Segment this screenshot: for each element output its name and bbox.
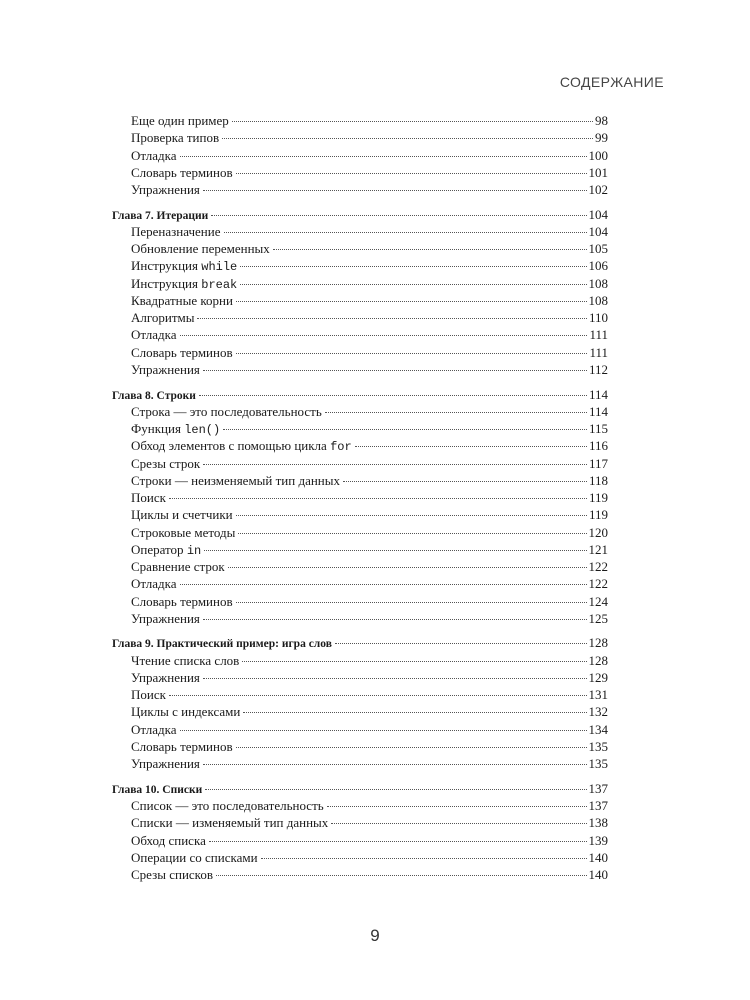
toc-entry bbox=[112, 797, 608, 814]
dot-leader bbox=[203, 190, 587, 191]
dot-leader bbox=[343, 481, 587, 482]
toc-entry-page: 137 bbox=[588, 780, 608, 796]
dot-leader bbox=[236, 602, 587, 603]
toc-entry-page: 128 bbox=[588, 635, 608, 651]
toc-entry-title bbox=[131, 703, 240, 720]
toc-entry-title bbox=[131, 849, 258, 866]
toc-entry-title bbox=[131, 309, 194, 326]
dot-leader bbox=[232, 121, 593, 122]
toc-entry-text: Отладка bbox=[131, 721, 177, 737]
toc-entry-page: 122 bbox=[588, 559, 608, 575]
toc-entry-title bbox=[131, 181, 200, 198]
dot-leader bbox=[240, 284, 586, 285]
toc-entry-page: 117 bbox=[588, 455, 608, 471]
toc-entry-text: Словарь терминов bbox=[131, 738, 233, 754]
toc-entry-text: Алгоритмы bbox=[131, 310, 195, 326]
toc-entry bbox=[112, 420, 608, 437]
toc-entry-text: Оператор bbox=[131, 541, 187, 557]
toc-entry-page: 128 bbox=[588, 652, 608, 668]
toc-entry-page: 119 bbox=[588, 490, 608, 506]
toc-entry-text: Циклы с индексами bbox=[131, 704, 241, 720]
toc-entry bbox=[112, 489, 608, 506]
toc-group bbox=[112, 780, 608, 884]
dot-leader bbox=[331, 823, 586, 824]
toc-entry-page: 106 bbox=[588, 258, 608, 274]
toc-entry-text: Упражнения bbox=[131, 182, 200, 197]
toc-entry-title bbox=[131, 593, 233, 610]
dot-leader bbox=[222, 138, 593, 139]
toc-entry-text: Обновление переменных bbox=[131, 241, 270, 257]
toc-entry-text: Операции со списками bbox=[131, 849, 258, 865]
toc-entry-text: Глава 9. Практический пример: игра слов bbox=[112, 638, 332, 651]
dot-leader bbox=[223, 429, 587, 430]
toc-entry-title bbox=[131, 344, 233, 361]
toc-entry-code: len() bbox=[184, 423, 221, 438]
toc-group bbox=[112, 112, 608, 198]
toc-entry-text: Инструкция bbox=[131, 258, 202, 274]
toc-entry-code: for bbox=[330, 440, 352, 455]
toc-entry-page: 119 bbox=[588, 507, 608, 523]
toc-entry-page: 104 bbox=[588, 206, 608, 222]
dot-leader bbox=[169, 498, 587, 499]
dot-leader bbox=[236, 173, 587, 174]
toc-entry-title bbox=[131, 832, 206, 849]
toc-entry-text: Чтение списка слов bbox=[131, 652, 240, 668]
dot-leader bbox=[203, 619, 587, 620]
dot-leader bbox=[180, 730, 587, 731]
toc-entry-title bbox=[131, 558, 225, 575]
toc-entry-title bbox=[131, 164, 233, 181]
dot-leader bbox=[240, 266, 586, 267]
toc-entry-page: 99 bbox=[595, 130, 608, 146]
toc-entry bbox=[112, 558, 608, 575]
toc-entry-page: 120 bbox=[588, 524, 608, 540]
toc-entry-text: Глава 8. Строки bbox=[112, 389, 196, 402]
toc-entry bbox=[112, 866, 608, 883]
dot-leader bbox=[355, 446, 587, 447]
dot-leader bbox=[180, 156, 587, 157]
toc-entry bbox=[112, 292, 608, 309]
dot-leader bbox=[180, 584, 587, 585]
dot-leader bbox=[209, 841, 587, 842]
toc-entry-text: Упражнения bbox=[131, 669, 200, 685]
toc-entry-page: 139 bbox=[588, 832, 608, 848]
toc-entry-title bbox=[131, 472, 340, 489]
dot-leader bbox=[203, 678, 587, 679]
dot-leader bbox=[236, 515, 587, 516]
toc-entry-title bbox=[131, 455, 200, 472]
toc-entry-text: Список — это последовательность bbox=[131, 798, 324, 814]
dot-leader bbox=[236, 353, 588, 354]
toc-entry-page: 108 bbox=[588, 275, 608, 291]
toc-entry bbox=[112, 541, 608, 558]
toc-entry-text: Упражнения bbox=[131, 361, 200, 377]
dot-leader bbox=[238, 533, 586, 534]
table-of-contents bbox=[112, 112, 608, 891]
toc-entry-page: 114 bbox=[588, 386, 608, 402]
running-head: СОДЕРЖАНИЕ bbox=[559, 74, 664, 90]
toc-entry-title bbox=[131, 506, 233, 523]
toc-entry bbox=[112, 361, 608, 378]
toc-entry bbox=[112, 181, 608, 198]
toc-entry-page: 137 bbox=[588, 798, 608, 814]
toc-entry-code: break bbox=[201, 277, 238, 292]
toc-entry bbox=[112, 814, 608, 831]
toc-entry-title bbox=[131, 112, 229, 129]
toc-entry bbox=[112, 506, 608, 523]
dot-leader bbox=[261, 858, 587, 859]
toc-entry-page: 101 bbox=[588, 164, 608, 180]
dot-leader bbox=[203, 764, 587, 765]
toc-entry-page: 138 bbox=[588, 815, 608, 831]
toc-entry-text: Словарь терминов bbox=[131, 344, 233, 360]
toc-entry-page: 134 bbox=[588, 721, 608, 737]
toc-entry-page: 124 bbox=[588, 593, 608, 609]
toc-entry-text: Глава 7. Итерации bbox=[112, 209, 209, 222]
toc-entry-text: Поиск bbox=[131, 687, 166, 703]
dot-leader bbox=[335, 643, 587, 644]
toc-entry-text: Обход элементов с помощью цикла bbox=[131, 438, 331, 454]
toc-entry-title bbox=[131, 652, 239, 669]
toc-entry bbox=[112, 403, 608, 420]
dot-leader bbox=[205, 789, 586, 790]
toc-entry-page: 104 bbox=[588, 223, 608, 239]
toc-entry bbox=[112, 832, 608, 849]
toc-entry-page: 98 bbox=[595, 113, 608, 128]
toc-entry-text: Переназначение bbox=[131, 223, 221, 239]
toc-entry-page: 135 bbox=[588, 756, 608, 772]
dot-leader bbox=[327, 806, 587, 807]
toc-entry-title bbox=[131, 240, 270, 257]
toc-entry-page: 121 bbox=[588, 541, 608, 557]
toc-entry bbox=[112, 686, 608, 703]
toc-entry-page: 140 bbox=[588, 867, 608, 883]
toc-entry-text: Квадратные корни bbox=[131, 292, 233, 308]
toc-entry-text: Словарь терминов bbox=[131, 164, 233, 180]
toc-entry bbox=[112, 575, 608, 592]
toc-entry-text: Поиск bbox=[131, 490, 166, 506]
toc-group bbox=[112, 634, 608, 772]
toc-entry-title bbox=[131, 721, 177, 738]
toc-entry-title bbox=[131, 669, 200, 686]
toc-entry-page: 111 bbox=[589, 327, 608, 343]
toc-entry-text: Функция bbox=[131, 421, 185, 437]
toc-entry-title bbox=[131, 361, 200, 378]
toc-entry-title bbox=[131, 489, 166, 506]
toc-chapter bbox=[112, 634, 608, 651]
toc-entry-title bbox=[131, 755, 200, 772]
dot-leader bbox=[204, 550, 586, 551]
toc-group bbox=[112, 386, 608, 628]
toc-entry-title bbox=[131, 610, 200, 627]
toc-entry-text: Проверка типов bbox=[131, 130, 220, 146]
toc-entry-page: 122 bbox=[588, 576, 608, 592]
page-number: 9 bbox=[370, 926, 380, 945]
toc-entry-page: 135 bbox=[588, 738, 608, 754]
toc-entry-title bbox=[131, 797, 324, 814]
toc-entry bbox=[112, 129, 608, 146]
toc-entry bbox=[112, 223, 608, 240]
dot-leader bbox=[273, 249, 587, 250]
toc-entry bbox=[112, 112, 608, 129]
toc-entry-text: Строки — неизменяемый тип данных bbox=[131, 472, 340, 488]
toc-entry bbox=[112, 147, 608, 164]
toc-entry bbox=[112, 344, 608, 361]
toc-entry bbox=[112, 240, 608, 257]
toc-entry-title bbox=[131, 738, 233, 755]
toc-entry-page: 111 bbox=[589, 344, 608, 360]
toc-entry bbox=[112, 257, 608, 274]
toc-entry-page: 105 bbox=[588, 241, 608, 257]
dot-leader bbox=[203, 370, 587, 371]
toc-chapter bbox=[112, 386, 608, 403]
toc-entry bbox=[112, 755, 608, 772]
toc-entry-code: while bbox=[201, 260, 238, 275]
toc-entry bbox=[112, 849, 608, 866]
toc-entry bbox=[112, 610, 608, 627]
dot-leader bbox=[236, 747, 587, 748]
toc-entry-page: 118 bbox=[588, 472, 608, 488]
toc-entry bbox=[112, 455, 608, 472]
toc-entry-page: 132 bbox=[588, 704, 608, 720]
dot-leader bbox=[199, 395, 587, 396]
toc-chapter bbox=[112, 206, 608, 223]
toc-entry-text: Упражнения bbox=[131, 756, 200, 772]
toc-entry-text: Строка — это последовательность bbox=[131, 403, 322, 419]
toc-entry-title bbox=[131, 129, 219, 146]
toc-entry-text: Словарь терминов bbox=[131, 593, 233, 609]
toc-entry bbox=[112, 275, 608, 292]
toc-entry bbox=[112, 721, 608, 738]
toc-entry bbox=[112, 669, 608, 686]
toc-entry-page: 115 bbox=[588, 421, 608, 437]
toc-chapter bbox=[112, 780, 608, 797]
toc-entry-text: Глава 10. Списки bbox=[112, 783, 203, 796]
dot-leader bbox=[228, 567, 587, 568]
toc-entry-page: 108 bbox=[588, 292, 608, 308]
toc-entry-page: 102 bbox=[588, 182, 608, 197]
toc-entry bbox=[112, 472, 608, 489]
dot-leader bbox=[325, 412, 587, 413]
toc-entry-title bbox=[131, 223, 221, 240]
dot-leader bbox=[180, 335, 588, 336]
toc-entry-code: in bbox=[186, 543, 202, 558]
toc-entry bbox=[112, 703, 608, 720]
toc-entry-page: 131 bbox=[588, 687, 608, 703]
toc-entry-text: Еще один пример bbox=[131, 113, 229, 128]
dot-leader bbox=[236, 301, 587, 302]
toc-entry-text: Отладка bbox=[131, 576, 177, 592]
dot-leader bbox=[169, 695, 587, 696]
toc-entry-page: 112 bbox=[588, 361, 608, 377]
toc-entry-page: 110 bbox=[588, 310, 608, 326]
toc-entry-text: Обход списка bbox=[131, 832, 206, 848]
toc-entry-title bbox=[131, 814, 328, 831]
toc-entry-page: 116 bbox=[588, 438, 608, 454]
toc-entry bbox=[112, 652, 608, 669]
toc-entry-text: Списки — изменяемый тип данных bbox=[131, 815, 329, 831]
toc-entry-title bbox=[131, 147, 177, 164]
toc-entry-text: Срезы списков bbox=[131, 867, 213, 883]
toc-entry-title bbox=[131, 866, 213, 883]
dot-leader bbox=[211, 215, 586, 216]
toc-entry-text: Строковые методы bbox=[131, 524, 236, 540]
toc-entry-title bbox=[131, 292, 233, 309]
toc-entry bbox=[112, 309, 608, 326]
toc-entry-page: 100 bbox=[588, 147, 608, 163]
toc-entry-title bbox=[131, 575, 177, 592]
dot-leader bbox=[243, 712, 586, 713]
toc-entry-page: 125 bbox=[588, 610, 608, 626]
toc-entry-page: 114 bbox=[588, 403, 608, 419]
dot-leader bbox=[224, 232, 587, 233]
toc-entry bbox=[112, 738, 608, 755]
toc-entry bbox=[112, 524, 608, 541]
toc-entry-text: Циклы и счетчики bbox=[131, 507, 233, 523]
toc-entry bbox=[112, 437, 608, 454]
dot-leader bbox=[203, 464, 587, 465]
toc-entry-text: Срезы строк bbox=[131, 455, 201, 471]
toc-entry-text: Инструкция bbox=[131, 275, 202, 291]
toc-entry-title bbox=[131, 686, 166, 703]
toc-entry-text: Сравнение строк bbox=[131, 559, 225, 575]
dot-leader bbox=[242, 661, 586, 662]
toc-group bbox=[112, 206, 608, 379]
toc-entry bbox=[112, 593, 608, 610]
toc-entry-title bbox=[131, 524, 235, 541]
toc-entry-title bbox=[131, 403, 322, 420]
toc-entry-text: Отладка bbox=[131, 327, 177, 343]
dot-leader bbox=[216, 875, 587, 876]
dot-leader bbox=[197, 318, 586, 319]
toc-entry bbox=[112, 164, 608, 181]
toc-entry-title bbox=[131, 326, 177, 343]
toc-entry-page: 140 bbox=[588, 849, 608, 865]
toc-entry-text: Упражнения bbox=[131, 610, 200, 626]
toc-entry-page: 129 bbox=[588, 669, 608, 685]
toc-entry bbox=[112, 326, 608, 343]
toc-entry-text: Отладка bbox=[131, 147, 177, 163]
